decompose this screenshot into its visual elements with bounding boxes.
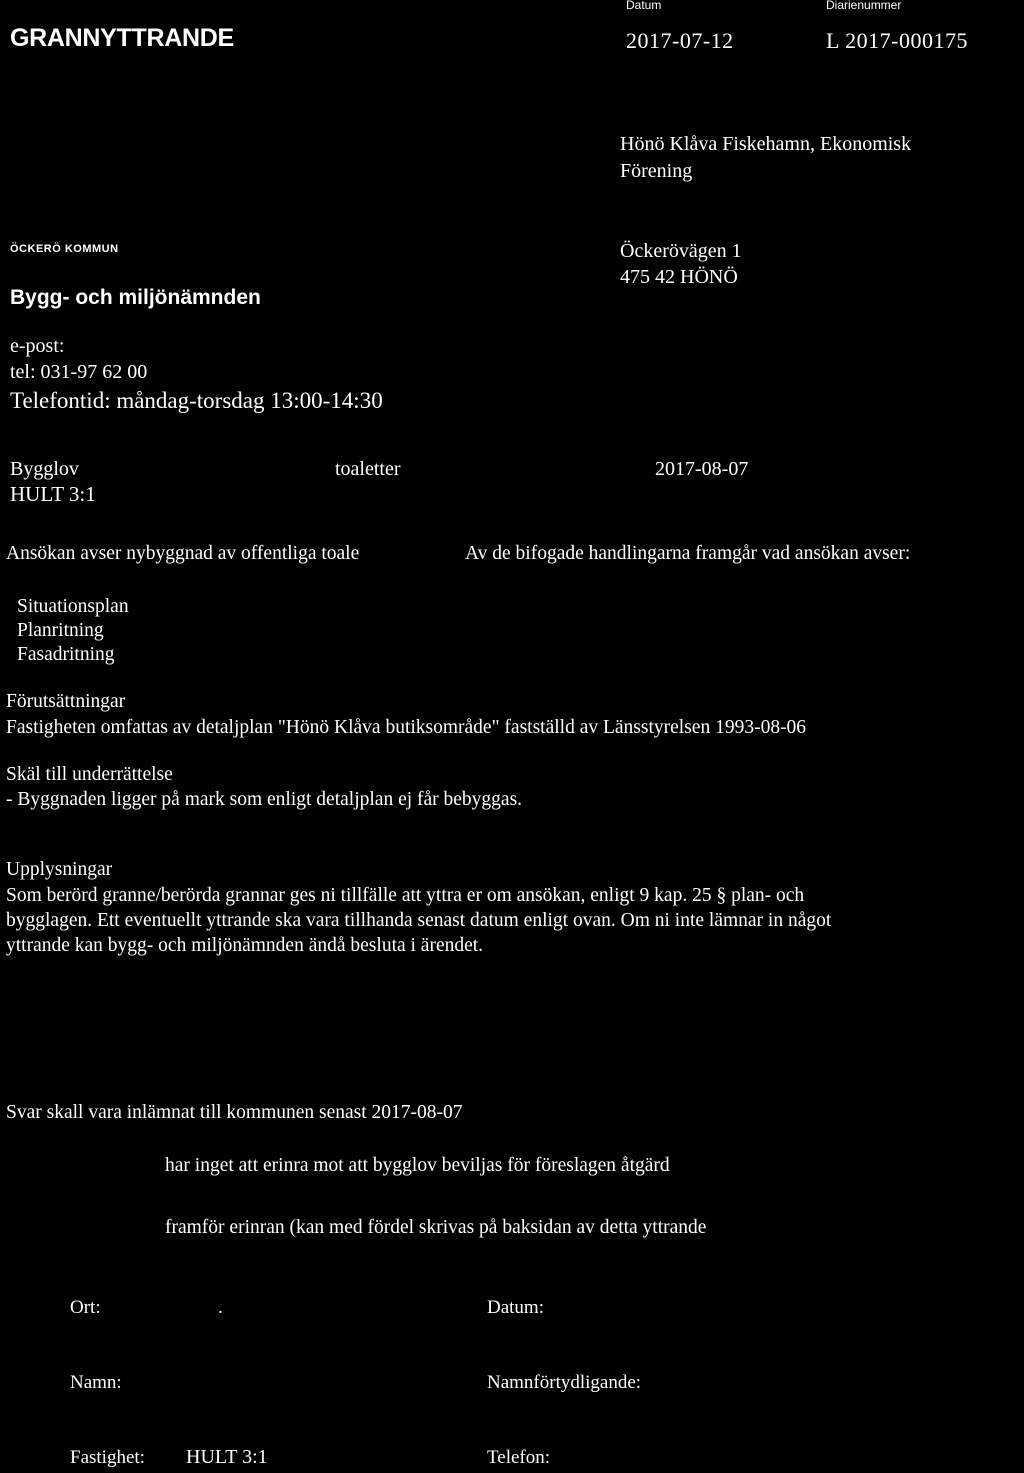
phone-field-label: Telefon:	[487, 1447, 551, 1468]
attachment-item: Situationsplan	[17, 596, 129, 617]
option-objection: framför erinran (kan med fördel skrivas på baksidan av detta yttrande	[165, 1217, 707, 1238]
municipality-name: ÖCKERÖ KOMMUN	[10, 243, 119, 255]
reason-text: - Byggnaden ligger på mark som enligt detaljplan ej får bebyggas.	[6, 789, 523, 810]
recipient-street: Öckerövägen 1	[620, 240, 742, 262]
info-heading: Upplysningar	[6, 859, 113, 880]
attachments-intro: Av de bifogade handlingarna framgår vad ansökan avser:	[465, 543, 911, 564]
reason-heading: Skäl till underrättelse	[6, 764, 173, 785]
attachment-item: Fasadritning	[17, 644, 115, 665]
name-clarification-label: Namnförtydligande:	[487, 1372, 642, 1393]
option-no-objection: har inget att erinra mot att bygglov beviljas för föreslagen åtgärd	[165, 1155, 670, 1176]
case-type: Bygglov	[10, 458, 79, 480]
date-field-label: Datum:	[487, 1297, 544, 1318]
name-label: Namn:	[70, 1372, 122, 1393]
info-line: Som berörd granne/berörda grannar ges ni tillfälle att yttra er om ansökan, enligt 9 kap. 25 § plan- och	[6, 885, 805, 906]
place-field[interactable]: .	[218, 1297, 223, 1318]
phone-number: tel: 031-97 62 00	[10, 361, 148, 383]
property-label: Fastighet:	[70, 1447, 145, 1468]
committee-name: Bygg- och miljönämnden	[10, 286, 261, 309]
attachment-item: Planritning	[17, 620, 104, 641]
recipient-name-line2: Förening	[620, 160, 693, 182]
case-number-label: Diarienummer	[826, 0, 902, 12]
case-subject: toaletter	[335, 458, 401, 480]
date-value: 2017-07-12	[626, 28, 734, 53]
conditions-heading: Förutsättningar	[6, 691, 126, 712]
info-line: bygglagen. Ett eventuellt yttrande ska vara tillhanda senast datum enligt ovan. Om ni inte lämnar in något	[6, 910, 832, 931]
property-designation: HULT 3:1	[10, 482, 96, 506]
conditions-text: Fastigheten omfattas av detaljplan "Hönö Klåva butiksområde" fastställd av Länsstyrelsen 1993-08-06	[6, 717, 807, 738]
recipient-postal: 475 42 HÖNÖ	[620, 266, 738, 288]
place-label: Ort:	[70, 1297, 101, 1318]
email-label: e-post:	[10, 335, 65, 357]
property-field[interactable]: HULT 3:1	[186, 1446, 268, 1468]
response-deadline: 2017-08-07	[655, 458, 749, 480]
case-number-value: L 2017-000175	[826, 28, 968, 53]
phone-hours: Telefontid: måndag-torsdag 13:00-14:30	[10, 388, 383, 413]
application-intro: Ansökan avser nybyggnad av offentliga toale	[6, 543, 360, 564]
info-line: yttrande kan bygg- och miljönämnden ändå besluta i ärendet.	[6, 935, 484, 956]
response-deadline-text: Svar skall vara inlämnat till kommunen senast 2017-08-07	[6, 1102, 463, 1123]
recipient-name-line1: Hönö Klåva Fiskehamn, Ekonomisk	[620, 133, 912, 155]
date-label: Datum	[626, 0, 662, 12]
document-title: GRANNYTTRANDE	[10, 24, 234, 52]
